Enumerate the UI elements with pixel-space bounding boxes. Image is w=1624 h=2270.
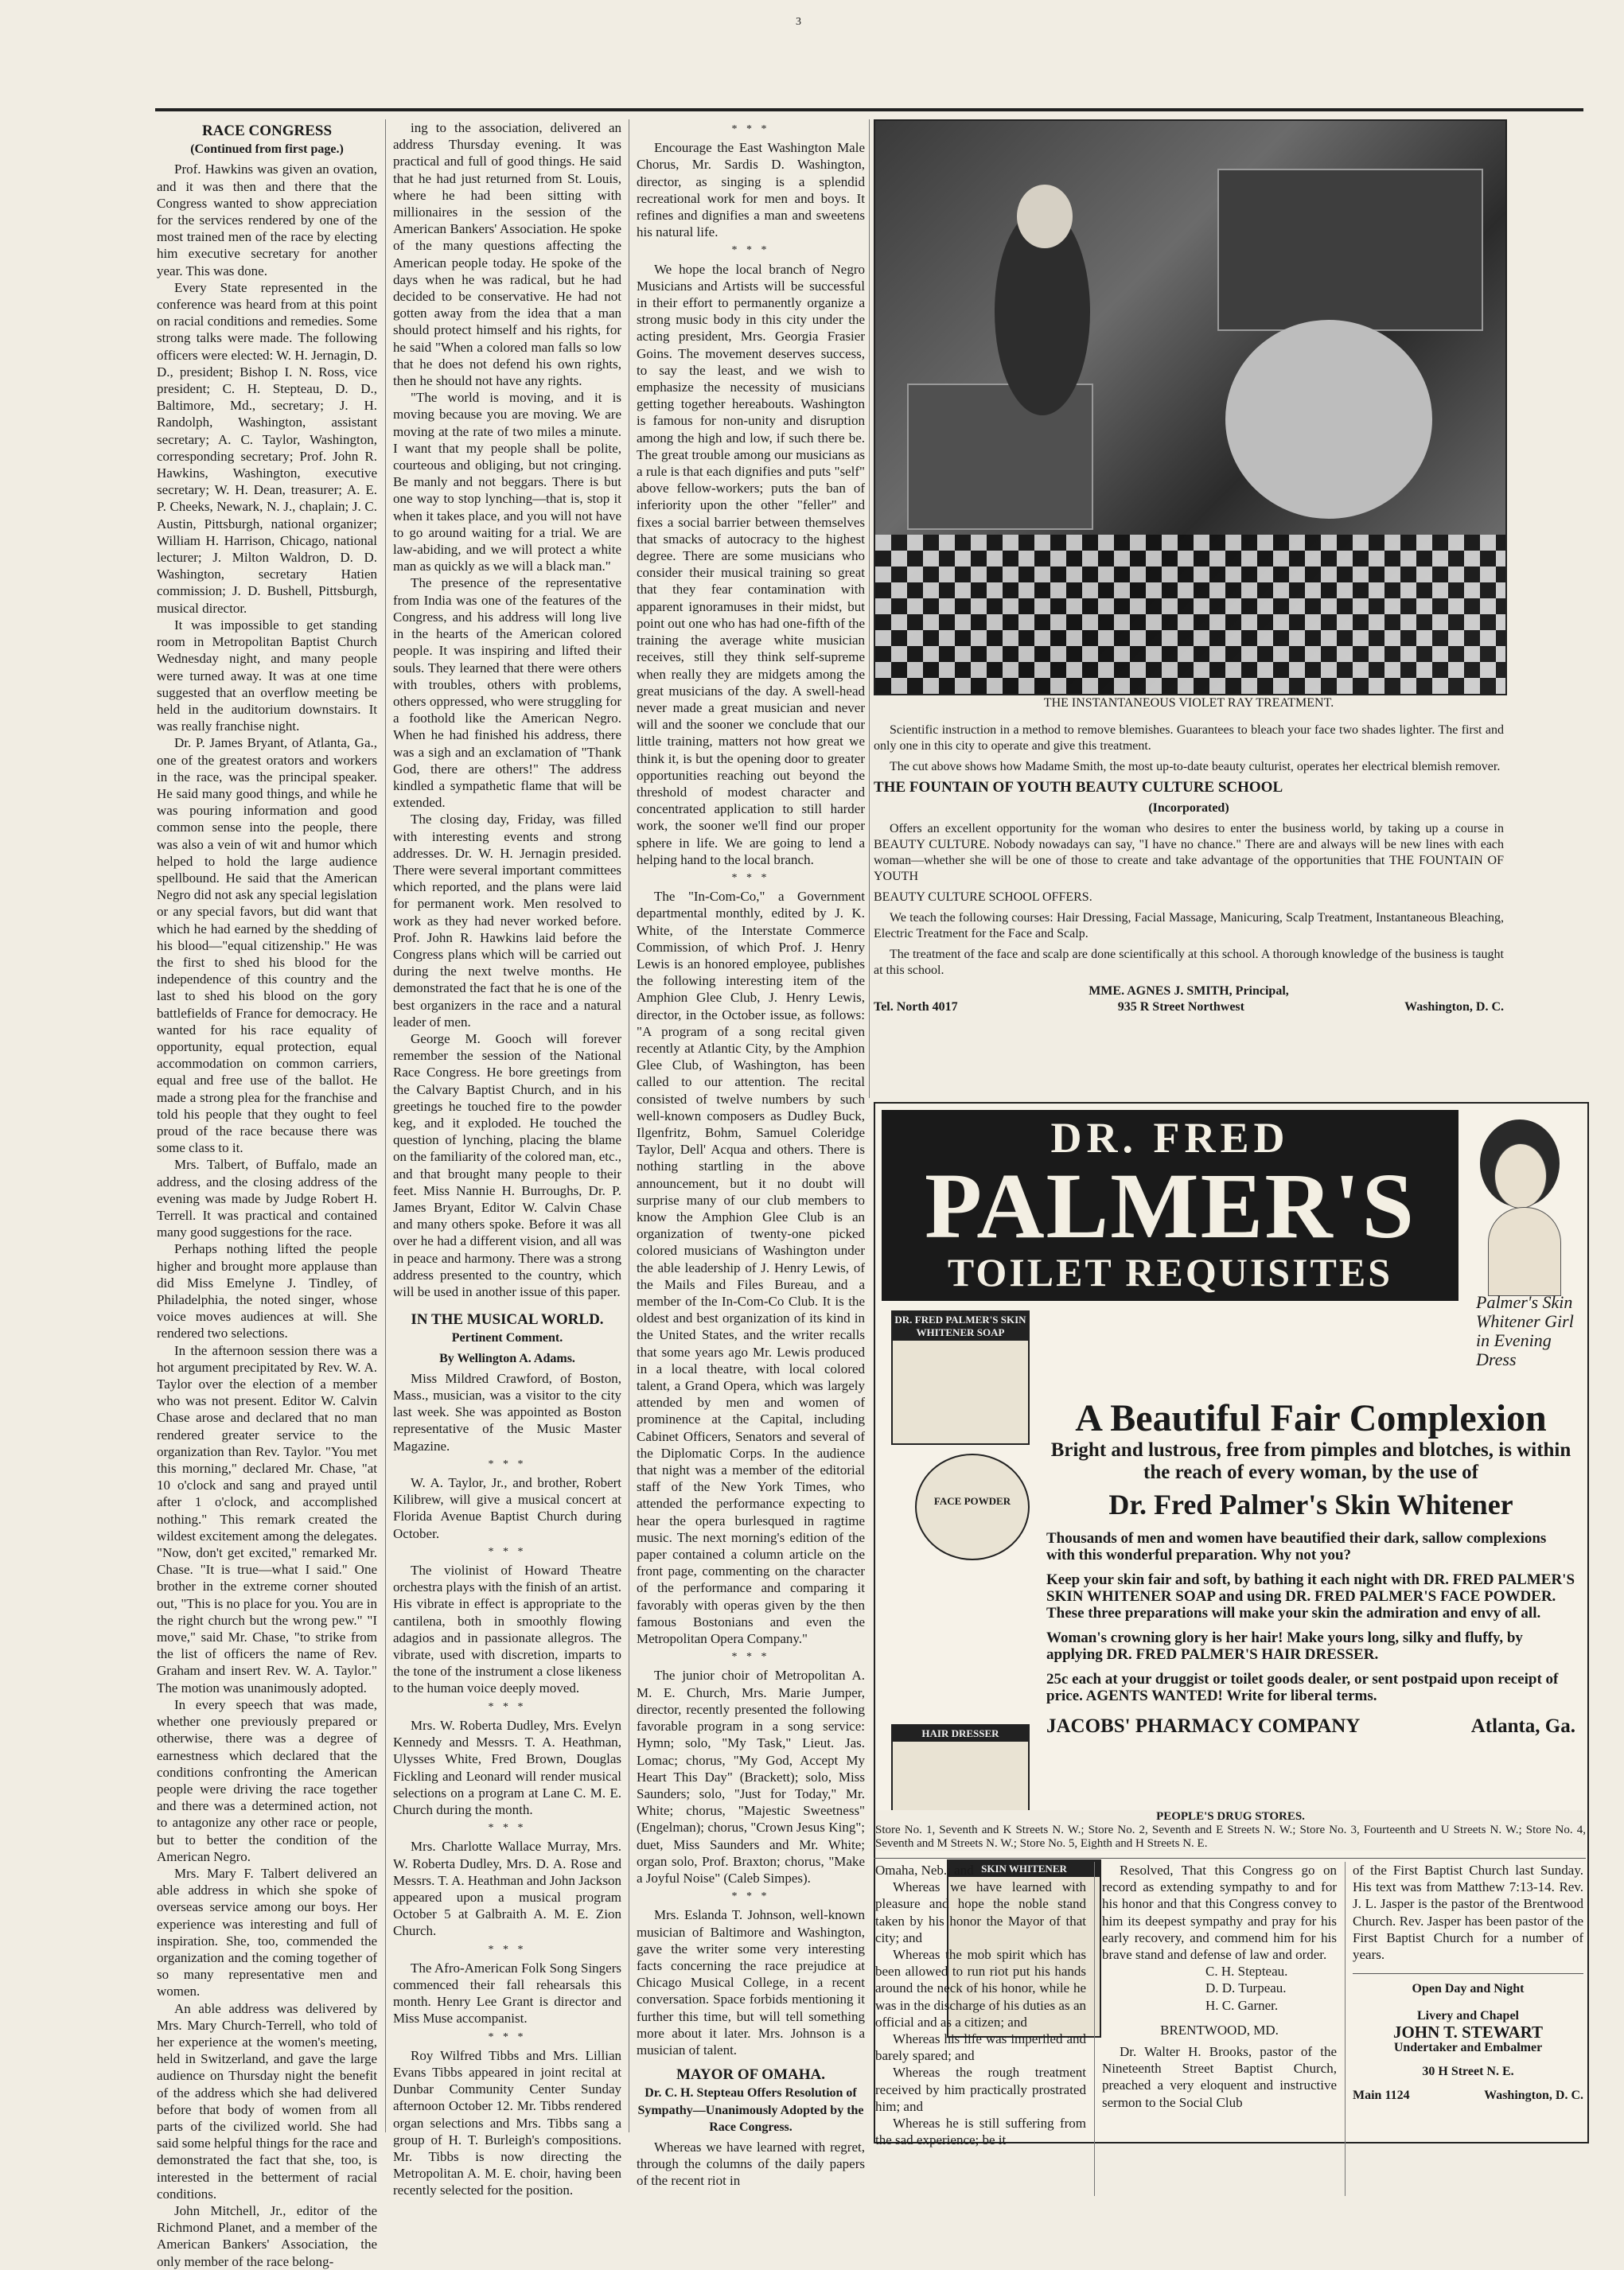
paragraph: ing to the association, delivered an address Thursday evening. It was practical and full of good things. He said that he had just returned from St. Louis, where he had been sitting with millionaires in the session of the American Bankers' Association. He spoke of the many questions affecting the American people today. He spoke of the days when he was radical, but he had decided to be conservative. He had not gotten away from the idea that a man should protect himself and his rights, for he said "When a colored man falls so low that he does not defend his own rights, then he should not have any rights. — [393, 120, 621, 389]
paragraph: Every State represented in the conference was heard from at this point on racial conditions and remedies. Some strong talks were made. The following officers were elected: W. H. Jernagin, D. D., president; Bishop I. N. Ross, vice president; C. H. Stepteau, D. D., Baltimore, Md., secretary; J. H. Randolph, Washington, assistant secretary; A. C. Taylor, Washington, corresponding secretary; Prof. John R. Hawkins, Washington, executive secretary; W. H. Dean, treasurer; A. E. P. Cheeks, Newark, N. J., chaplain; J. C. Austin, Pittsburgh, national organizer; William H. Harrison, Chicago, national lecturer; J. Milton Waldron, D. D. Washington, secretary Hatien commission; J. D. Bushell, Pittsburgh, musical director. — [157, 279, 377, 616]
company-location: Atlanta, Ga. — [1470, 1715, 1575, 1737]
paragraph: The cut above shows how Madame Smith, the most up-to-date beauty culturist, operates her electrical blemish remover. — [890, 760, 1501, 773]
paragraph: of the First Baptist Church last Sunday. His text was from Matthew 7:13-14. Rev. J. L. Jasper is the pastor of the Brentwood Church. Rev. Jasper has been pastor of the First Baptist Church for a number of years. — [1353, 1863, 1583, 1963]
paragraph: Mrs. Mary F. Talbert delivered an able address in which she spoke of overseas service among our boys. Her experience was interesting and full of inspiration. She, too, commended the organization and the coming together of so many representative men and women. — [157, 1865, 377, 1999]
copy-line: Thousands of men and women have beautified their dark, sallow complexions with this wonderful preparation. Why not you? — [1046, 1530, 1547, 1563]
paragraph: Scientific instruction in a method to remove blemishes. Guarantees to bleach your face two shades lighter. The first and only one in this city to operate and give this treatment. — [874, 723, 1504, 753]
signature: H. C. Garner. — [1205, 1997, 1279, 2013]
paragraph: Encourage the East Washington Male Chorus, Mr. Sardis D. Washington, director, as singing is a splendid recreational work for men and boys. It refines and dignifies a man and sweetens his natural life. — [637, 140, 865, 240]
hair-dresser-box: HAIR DRESSER — [891, 1724, 1030, 1847]
cabinet — [1217, 169, 1483, 331]
article-subtitle: (Continued from first page.) — [190, 142, 344, 157]
page-mark: 3 — [796, 16, 801, 28]
column-divider — [385, 119, 386, 2132]
brentwood-col-3 — [1353, 1862, 1583, 1963]
copy-line: Bright and lustrous, free from pimples and blotches, is within the reach of every woman, by the use of — [1050, 1439, 1571, 1483]
column-race-congress — [157, 119, 377, 2270]
signature: C. H. Stepteau. — [1205, 1964, 1288, 1980]
paragraph: Whereas his life was imperiled and barely spared; and — [875, 2031, 1086, 2064]
copy-line: Keep your skin fair and soft, by bathing it each night with DR. FRED PALMER'S SKIN WHITENER SOAP and using DR. FRED PALMER'S FACE POWDER. These three preparations will make your skin the admiration and envy of all. — [1046, 1571, 1575, 1622]
incorporated: (Incorporated) — [1148, 801, 1229, 815]
paragraph: It was impossible to get standing room in Metropolitan Baptist Church Wednesday night, and many people were turned away. It was at one time suggested that an overflow meeting be held in the auditorium downstairs. It was really franchise night. — [157, 617, 377, 734]
hours: Open Day and Night — [1412, 1982, 1525, 1995]
paragraph: In every speech that was made, whether one previously prepared or otherwise, there was a degree of earnestness which declared that the conditions confronting the American people were driving the race together and there was a determined action, not to antagonize any other race or people, but to better the condition of the American Negro. — [157, 1696, 377, 1864]
column-divider — [1345, 1862, 1346, 2196]
section-title: MAYOR OF OMAHA. — [676, 2066, 825, 2084]
stores-heading: PEOPLE'S DRUG STORES. — [1156, 1810, 1305, 1823]
city: Washington, D. C. — [1404, 1000, 1504, 1014]
paragraph: W. A. Taylor, Jr., and brother, Robert Kilibrew, will give a musical concert at Florida Avenue Baptist Church during October. — [393, 1475, 621, 1541]
separator-stars: * * * — [488, 1822, 527, 1835]
service: Livery and Chapel — [1416, 2009, 1519, 2023]
column-divider — [1094, 1862, 1095, 2196]
palmers-copy — [1046, 1398, 1575, 1738]
separator-stars: * * * — [731, 244, 770, 257]
paragraph: Resolved, That this Congress go on record as extending sympathy to and for his honor and that this Congress convey to him its deepest sympathy and pray for his early recovery, and commend him for his brave stand and defense of law and order. — [1102, 1863, 1337, 1963]
signature: D. D. Turpeau. — [1205, 1980, 1287, 1996]
resolution-col-2 — [1102, 1862, 1337, 2111]
paragraph: We hope the local branch of Negro Musicians and Artists will be successful in their effort to permanently organize a strong music body in this city under the acting president, Mrs. Georgia Frasier Goins. The movement deserves success, to say the least, and we wish to emphasize the necessity of musicians getting together hereabouts. Washington is famous for non-unity and disruption among the high and low, if such there be. The great trouble among our musicians as a rule is that each dignifies and puts "self" above fellow-workers; puts the ban of inferiority upon the other "feller" and fixes a social barrier between themselves that smacks of autocracy to the highest degree. There are some musicians who consider their musical training so great that they fear contamination with apparent ignoramuses in their midst, but point out one who has had one-fifth of the training the average white musician receives, still they think self-supreme when really they are midgets among the great musicians of the day. A swell-head never made a great musician and never will and the sooner we conclude that our little training, matters not how great we think it, is but the opening door to greater opportunities reaching out beyond the threshold of modest character and concentrated application to still harder work, the sooner we'll find our proper sphere in life. We are going to lend a helping hand to the local branch. — [637, 261, 865, 867]
girl-illustration — [1464, 1112, 1575, 1295]
separator-stars: * * * — [488, 2031, 527, 2043]
beauty-school-ad — [874, 692, 1504, 1015]
business-name: JOHN T. STEWART — [1392, 2023, 1544, 2042]
paragraph: John Mitchell, Jr., editor of the Richmond Planet, and a member of the American Bankers' Association, the only member of the race belong- — [157, 2202, 377, 2269]
divider — [1353, 1973, 1583, 1974]
column-race-congress-cont — [393, 119, 621, 2199]
section-subtitle: Dr. C. H. Stepteau Offers Resolution of Sympathy—Unanimously Adopted by the Race Congress. — [637, 2086, 864, 2134]
girl-caption: Palmer's Skin Whitener Girl in Evening Dress — [1476, 1292, 1574, 1369]
violet-ray-photo — [874, 119, 1507, 695]
product-name: Dr. Fred Palmer's Skin Whitener — [1108, 1489, 1513, 1520]
paragraph: In the afternoon session there was a hot argument precipitated by Rev. W. A. Taylor over the election of a member who was not present. Editor W. Calvin Chase arose and declared that no man rendered greater service to the organization than Rev. Taylor. "You met this morning," declared Mr. Chase, "at 10 o'clock and sang and prayed until after 1 o'clock, and accomplished nothing." This remark created the wildest excitement among the delegates. "Now, don't get excited," remarked Mr. Chase. "It is true—what I said." One brother in the extreme corner shouted out, "This is no place for you. You are in the right church but the wrong pew." "I move," said Mr. Chase, "to strike from the list of officers the name of Rev. Graham and insert Rev. W. A. Taylor." The motion was unanimously adopted. — [157, 1342, 377, 1696]
telephone: Main 1124 — [1353, 2089, 1410, 2102]
article-title: RACE CONGRESS — [201, 123, 333, 139]
paragraph: Perhaps nothing lifted the people higher and brought more applause than did Miss Emelyne J. Tindley, of Philadelphia, the noted singer, whose voice moves audiences at will. She rendered two selections. — [157, 1241, 377, 1341]
paragraph: The junior choir of Metropolitan A. M. E. Church, Mrs. Marie Jumper, director, recently presented the following favorable program in a song service: Hymn; solo, "My Task," Lieut. Jas. Lomac; chorus, "My God, Accept My Heart This Day" (Brackett); solo, Miss Saunders; solo, "Just for Today," Mr. White; chorus, "Majestic Sweetness" (Engelman); chorus, "Crown Jesus King"; duet, Miss Saunders and Mr. White; organ solo, Prof. Braxton; chorus, "Make a Joyful Noise" (Caleb Simpes). — [637, 1668, 865, 1886]
shoulders — [1488, 1207, 1561, 1296]
paragraph: The "In-Com-Co," a Government departmental monthly, edited by J. K. White, of the Interstate Commerce Commission, of which Prof. J. Henry Lewis is an honored employee, publishes the following interesting item of the Amphion Glee Club, J. Henry Lewis, director, in the October issue, as follows: "A program of a song recital given recently at Atlantic City, by the Amphion Glee Club, of Washington, has been called to our attention. The recital consisted of twelve numbers by such well-known composers as Dudley Buck, Ilgenfritz, Bohm, Samuel Coleridge Taylor, Dell' Acqua and others. There is nothing startling in the above announcement, but it no doubt will surprise many of our club members to know the Amphion Glee Club is an organization of twenty-one picked colored musicians of Washington under the able leadership of J. Henry Lewis, of the Mails and Files Bureau, and a member of the In-Com-Co Club. It is the oldest and best organization of its kind in the United States, and the writer recalls that some years ago Mr. Lewis produced in a local theatre, with local colored talent, a Grand Opera, which was largely attended by men and women of prominence at the Capital, including Cabinet Officers, Senators and several of the Diplomatic Corps. In the audience that night was a member of the editorial staff of the New York Times, who attended the performance expecting to hear the opera burlesqued in ragtime music. The next morning's edition of the paper contained a column article on the front page, commenting on the character of the performance and comparing it favorably with operas given by the then famous Bostonians and even the Metropolitan Opera Company." — [637, 889, 865, 1647]
paragraph: We teach the following courses: Hair Dressing, Facial Massage, Manicuring, Scalp Treatment, Instantaneous Bleaching, Electric Treatment for the Face and Scalp. — [874, 911, 1504, 940]
banner-name: PALMER'S — [925, 1154, 1416, 1258]
banner-toilet: TOILET REQUISITES — [947, 1250, 1393, 1295]
stores-list: Store No. 1, Seventh and K Streets N. W.; Store No. 2, Seventh and E Streets N. W.; Store No. 3, Fourteenth and U Streets N. W.; Store No. 4, Seventh and M Streets N. W.; Store No. 5, Eighth and H Streets N. E. — [875, 1824, 1586, 1850]
paragraph: Whereas he is still suffering from the sad experience; be it — [875, 2116, 1086, 2148]
palmers-banner — [882, 1110, 1458, 1301]
paragraph: Miss Mildred Crawford, of Boston, Mass., musician, was a visitor to the city last week. She was appointed as Boston representative of the Music Master Magazine. — [393, 1370, 621, 1454]
divider — [874, 1858, 1586, 1859]
paragraph: The violinist of Howard Theatre orchestra plays with the finish of an artist. His vibrate in effect is appropriate to the cantilena, both in smoothly flowing adagios and in passionate allegros. The vibrate, used with discretion, imparts to the tone of the instrument a close likeness to the human voice deeply moved. — [393, 1563, 621, 1696]
telephone: Tel. North 4017 — [874, 1000, 958, 1014]
copy-line: Woman's crowning glory is her hair! Make yours long, silky and fluffy, by applying DR. FRED PALMER'S HAIR DRESSER. — [1046, 1629, 1523, 1663]
paragraph: An able address was delivered by Mrs. Mary Church-Terrell, who told of her experience at the women's meeting, held in Switzerland, and gave the large audience on Thursday night the benefit of the address which she had delivered before that body of women from all parts of the civilized world. She had said some helpful things for the race and demonstrated the fact that she, too, is interested in the betterment of racial conditions. — [157, 2000, 377, 2202]
section-title: IN THE MUSICAL WORLD. — [411, 1311, 604, 1329]
skin-whitener-box: SKIN WHITENER — [947, 1859, 1101, 2038]
separator-stars: * * * — [488, 1700, 527, 1713]
paragraph: George M. Gooch will forever remember the session of the National Race Congress. He bore greetings from the Calvary Baptist Church, and in his greetings he touched fire to the powder keg, and it exploded. He touched the question of lynching, placing the blame on the familiarity of the colored man, etc., and that brought many people to their feet. Miss Nannie H. Burroughs, Dr. P. James Bryant, Editor W. Calvin Chase and many others spoke. Before it was all over he had a different vision, and all was in peace and harmony. There was a strong address presented to the country, which will be used in another issue of this paper. — [393, 1030, 622, 1300]
paragraph: The presence of the representative from India was one of the features of the Congress, and his address will long live in the hearts of the American colored people. It was inspiring and lifted their souls. They learned that there were others with troubles, others with problems, others oppressed, who were struggling for a foothold like the American Negro. When he had finished his address, there was a sigh and an exclamation of "Thank God, there are others!" The address kindled a sympathetic flame that will be extended. — [393, 575, 621, 811]
separator-stars: * * * — [731, 871, 770, 884]
powder-box: FACE POWDER — [915, 1454, 1030, 1560]
column-divider — [869, 119, 870, 1098]
resolution-col-1 — [875, 1862, 1086, 2148]
paragraph: "The world is moving, and it is moving because you are moving. We are moving at the rate of two miles a minute. I want that my people shall be polite, courteous and obliging, but not cringing. Be manly and not beggars. There is but one way to stop lynching—that is, stop it when it takes place, and you will not have to go around waiting for a trial. We are law-abiding, and we will protect a white man as quickly as we will a black man." — [393, 390, 621, 574]
paragraph: Dr. Walter H. Brooks, pastor of the Nineteenth Street Baptist Church, preached a very eloquent and instructive sermon to the Social Club — [1102, 2044, 1337, 2110]
section-title: BRENTWOOD, MD. — [1160, 2022, 1279, 2038]
paragraph: Mrs. Charlotte Wallace Murray, Mrs. W. Roberta Dudley, Mrs. D. A. Rose and Messrs. T. A. Heathman and John Jackson appeared upon a musical program October 5 at Galbraith A. M. E. Zion Church. — [393, 1839, 621, 1939]
principal: MME. AGNES J. SMITH, Principal, — [1089, 984, 1289, 998]
paragraph: Omaha, Neb.; and — [875, 1863, 974, 1878]
separator-stars: * * * — [488, 1458, 527, 1470]
address: 30 H Street N. E. — [1422, 2065, 1514, 2078]
copy-line: 25c each at your druggist or toilet goods dealer, or sent postpaid upon receipt of price. AGENTS WANTED! Write for liberal terms. — [1046, 1671, 1559, 1704]
separator-stars: * * * — [488, 1545, 527, 1558]
paragraph: Mrs. Talbert, of Buffalo, made an address, and the closing address of the evening was made by Judge Robert H. Terrell. It was practical and contained many good suggestions for the race. — [157, 1157, 377, 1240]
school-name: THE FOUNTAIN OF YOUTH BEAUTY CULTURE SCHOOL — [874, 779, 1283, 796]
paragraph: Whereas we have learned with pleasure and hope the noble stand taken by his honor the Mayor of that city; and — [875, 1879, 1086, 1945]
paragraph: Mrs. W. Roberta Dudley, Mrs. Evelyn Kennedy and Messrs. T. A. Heathman, Ulysses White, Fred Brown, Douglas Fickling and Leonard will render musical selections on a program at Lane C. M. E. Church during the month. — [393, 1717, 621, 1817]
peoples-drug-stores — [875, 1810, 1586, 1851]
city: Washington, D. C. — [1484, 2089, 1583, 2102]
checkered-floor — [875, 535, 1505, 694]
paragraph: The closing day, Friday, was filled with interesting events and strong addresses. Dr. W. H. Jernagin presided. There were several important committees which reported, and the plans were laid for permanent work. Men resolved to work as they had never worked before. Prof. John R. Hawkins laid before the Congress plans which will be carried out during the next twelve months. He demonstrated the fact that he is one of the best organizers in the race and a natural leader of men. — [393, 812, 621, 1030]
paragraph: Mrs. Eslanda T. Johnson, well-known musician of Baltimore and Washington, gave the writer some very interesting facts concerning the race prejudice at Chicago Musical College, in a recent conversation. Space forbids mentioning it further this time, but will tell something more about it later. Mrs. Johnson is a musician of talent. — [637, 1907, 865, 2058]
banner-dr: DR. FRED — [1050, 1114, 1290, 1162]
offers-heading: BEAUTY CULTURE SCHOOL OFFERS. — [874, 890, 1092, 904]
paragraph: The treatment of the face and scalp are done scientifically at this school. A thorough knowledge of the business is taught at this school. — [874, 948, 1504, 977]
stewart-ad — [1353, 1981, 1583, 2104]
byline: By Wellington A. Adams. — [439, 1351, 575, 1365]
separator-stars: * * * — [731, 1651, 770, 1664]
face — [1494, 1143, 1547, 1209]
paragraph: Whereas we have learned with regret, through the columns of the daily papers of the recent riot in — [637, 2139, 865, 2189]
paragraph: Prof. Hawkins was given an ovation, and it was then and there that the Congress wanted to show appreciation for the services rendered by one of the most trained men of the race by electing him executive secretary for another year. This was done. — [157, 162, 377, 278]
role: Undertaker and Embalmer — [1393, 2041, 1543, 2054]
client-figure — [1225, 320, 1432, 519]
display-case — [907, 384, 1093, 530]
paragraph: Offers an excellent opportunity for the woman who desires to enter the business world, by taking up a course in BEAUTY CULTURE. Nobody nowadays can say, "I have no chance." There are and always will be new lines with each woman—whether she will be one of those to create and take advantage of the opportunities that THE FOUNTAIN OF YOUTH — [874, 822, 1504, 883]
company-name: JACOBS' PHARMACY COMPANY — [1046, 1715, 1361, 1737]
paragraph: Dr. P. James Bryant, of Atlanta, Ga., one of the greatest orators and workers in the race, was the principal speaker. He said many good things, and while he was pouring information and good common sense into the people, there was also a vein of wit and humor which helped to hold the large audience spellbound. He said that the American Negro did not ask any special legislation or any special favors, but did want that which he had earned by the shedding of his blood—"equal citizenship." He was the first to shed his blood for the independence of this country and the last to shed his blood on the gory battlefields of France for democracy. He wanted for his race equality of opportunity, equal protection, equal accommodation on common carriers, equal and free use of the ballot. He made a strong plea for the franchise and told his people that they ought to feel proud of the race because there was some class to it. — [157, 735, 377, 1156]
headline: A Beautiful Fair Complexion — [1075, 1397, 1547, 1439]
street-address: 935 R Street Northwest — [1117, 1000, 1244, 1014]
column-musical-world — [637, 119, 865, 2190]
drug-stores-ad — [874, 2143, 1586, 2198]
top-rule — [155, 108, 1583, 111]
paragraph: Roy Wilfred Tibbs and Mrs. Lillian Evans Tibbs appeared in joint recital at Dunbar Community Center Sunday afternoon October 12. Mr. Tibbs rendered organ selections and Mrs. Tibbs sang a group of H. T. Burleigh's compositions. Mr. Tibbs is now directing the Metropolitan A. M. E. choir, having been recently selected for the position. — [393, 2047, 621, 2198]
soap-box: DR. FRED PALMER'S SKIN WHITENER SOAP — [891, 1310, 1030, 1445]
section-subtitle: Pertinent Comment. — [451, 1331, 563, 1345]
separator-stars: * * * — [731, 123, 770, 135]
photo-caption: THE INSTANTANEOUS VIOLET RAY TREATMENT. — [1043, 696, 1334, 710]
separator-stars: * * * — [488, 1943, 527, 1956]
paragraph: The Afro-American Folk Song Singers commenced their fall rehearsals this month. Henry Lee Grant is director and Miss Muse accompanist. — [393, 1960, 621, 2027]
separator-stars: * * * — [731, 1890, 770, 1903]
operator-head — [1017, 185, 1073, 248]
paragraph: Whereas the rough treatment received by him practically prostrated him; and — [875, 2065, 1086, 2114]
paragraph: Whereas the mob spirit which has been allowed to run riot put his hands around the neck of his honor, while he was in the discharge of his duties as an official and as a citizen; and — [875, 1947, 1086, 2030]
